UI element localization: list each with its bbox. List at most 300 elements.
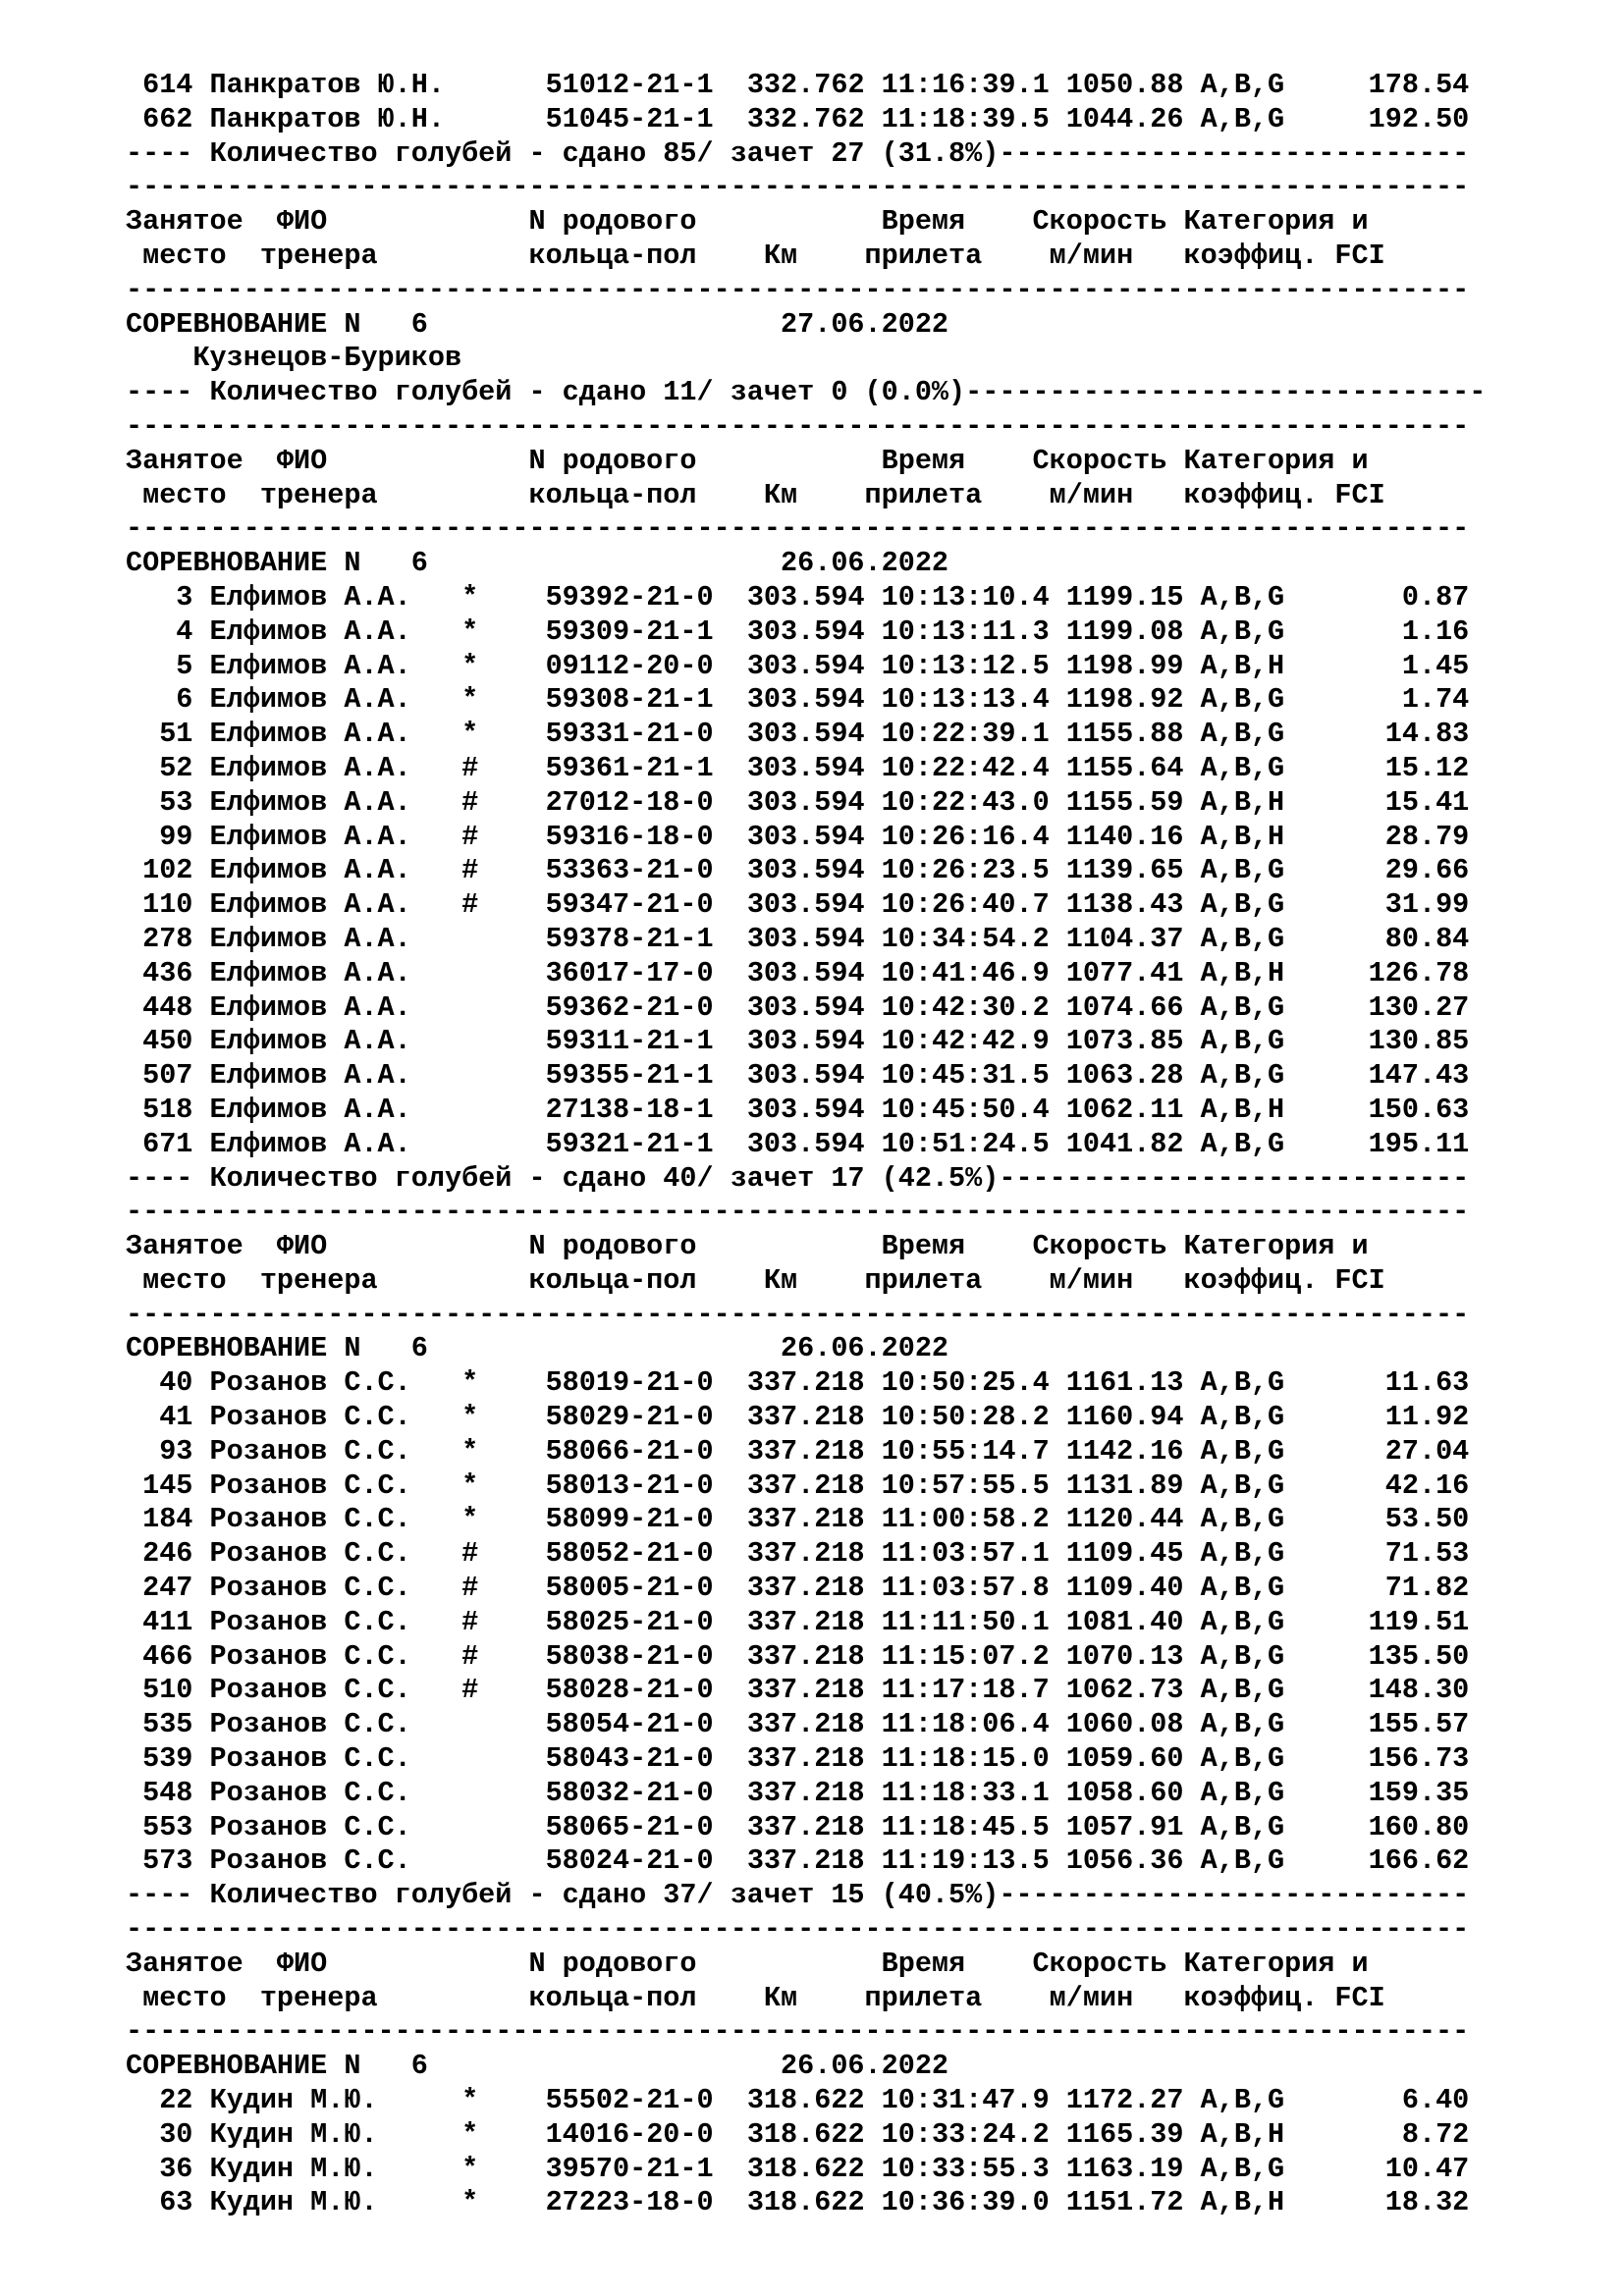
mark-cell xyxy=(461,1811,478,1843)
mark-cell: * xyxy=(461,580,479,614)
arrival-time-cell: 10:33:55.3 xyxy=(881,2152,1066,2185)
rule-line: -------------------------------------------------------------------------------- xyxy=(126,171,1470,204)
trainer-name-cell: Елфимов А.А. xyxy=(209,649,462,682)
ring-number-cell: 51012-21-1 xyxy=(478,69,747,101)
trainer-name-cell: Розанов С.С. xyxy=(209,1401,462,1434)
category-cell: A,B,G xyxy=(1200,102,1285,135)
result-row xyxy=(126,1537,1486,1572)
place-cell: 510 xyxy=(126,1674,210,1707)
ring-number-cell: 58028-21-0 xyxy=(478,1674,747,1707)
trainer-name-cell: Розанов С.С. xyxy=(209,1674,462,1707)
trainer-name-cell: Розанов С.С. xyxy=(209,1468,462,1502)
rule-line: -------------------------------------------------------------------------------- xyxy=(126,2015,1470,2049)
mark-cell: * xyxy=(461,2084,479,2117)
mark-cell xyxy=(461,991,478,1024)
result-row xyxy=(126,581,1486,615)
speed-cell: 1199.08 xyxy=(1065,614,1201,648)
arrival-time-cell: 11:03:57.8 xyxy=(881,1572,1066,1605)
speed-cell: 1139.65 xyxy=(1065,854,1201,887)
fci-coefficient-cell: 6.40 xyxy=(1284,2084,1470,2117)
result-row xyxy=(126,103,1486,137)
ring-number-cell: 59347-21-0 xyxy=(478,888,747,922)
category-cell: A,B,G xyxy=(1200,922,1285,955)
trainer-name-cell: Розанов С.С. xyxy=(209,1810,462,1843)
fci-coefficient-cell: 130.27 xyxy=(1284,990,1470,1024)
arrival-time-cell: 10:13:13.4 xyxy=(881,683,1066,717)
ring-number-cell: 58054-21-0 xyxy=(478,1708,747,1741)
speed-cell: 1104.37 xyxy=(1065,922,1201,955)
fci-coefficient-cell: 8.72 xyxy=(1284,2117,1470,2151)
arrival-time-cell: 10:42:42.9 xyxy=(881,1025,1066,1058)
ring-number-cell: 53363-21-0 xyxy=(478,854,747,887)
mark-cell xyxy=(461,1742,478,1775)
column-header-line-2: место тренера кольца-пол Км прилета м/мин коэффиц. FCI xyxy=(126,1263,1385,1297)
place-cell: 6 xyxy=(126,683,210,717)
distance-km-cell: 337.218 xyxy=(746,1742,882,1776)
ring-number-cell: 59316-18-0 xyxy=(478,820,747,853)
distance-km-cell: 318.622 xyxy=(746,2186,882,2219)
fci-coefficient-cell: 28.79 xyxy=(1284,820,1470,853)
fci-coefficient-cell: 11.63 xyxy=(1284,1366,1470,1400)
speed-cell: 1199.15 xyxy=(1065,580,1201,614)
ring-number-cell: 27138-18-1 xyxy=(478,1093,747,1126)
place-cell: 247 xyxy=(126,1572,210,1605)
mark-cell xyxy=(461,923,478,955)
arrival-time-cell: 10:22:42.4 xyxy=(881,751,1066,784)
trainer-name-cell: Розанов С.С. xyxy=(209,1366,462,1400)
trainer-name-cell: Елфимов А.А. xyxy=(209,614,462,648)
result-row xyxy=(126,1708,1486,1742)
ring-number-cell: 27012-18-0 xyxy=(478,785,747,819)
distance-km-cell: 303.594 xyxy=(746,922,882,955)
place-cell: 63 xyxy=(126,2186,210,2219)
arrival-time-cell: 11:00:58.2 xyxy=(881,1503,1066,1536)
competition-title: СОРЕВНОВАНИЕ N 6 27.06.2022 xyxy=(126,307,949,341)
trainer-name-cell: Елфимов А.А. xyxy=(209,580,462,614)
ring-number-cell: 58029-21-0 xyxy=(478,1401,747,1434)
trainer-name-cell: Розанов С.С. xyxy=(209,1844,462,1878)
trainer-name-cell: Елфимов А.А. xyxy=(209,956,462,989)
category-cell: A,B,G xyxy=(1200,1434,1285,1468)
ring-number-cell: 58005-21-0 xyxy=(478,1572,747,1605)
place-cell: 246 xyxy=(126,1537,210,1571)
place-cell: 40 xyxy=(126,1366,210,1400)
speed-cell: 1060.08 xyxy=(1065,1708,1201,1741)
distance-km-cell: 337.218 xyxy=(746,1776,882,1809)
category-cell: A,B,G xyxy=(1200,2084,1285,2117)
speed-cell: 1155.59 xyxy=(1065,785,1201,819)
fci-coefficient-cell: 80.84 xyxy=(1284,922,1470,955)
place-cell: 5 xyxy=(126,649,210,682)
ring-number-cell: 36017-17-0 xyxy=(478,956,747,989)
fci-coefficient-cell: 10.47 xyxy=(1284,2152,1470,2185)
arrival-time-cell: 11:15:07.2 xyxy=(881,1639,1066,1673)
distance-km-cell: 303.594 xyxy=(746,1093,882,1126)
ring-number-cell: 39570-21-1 xyxy=(478,2152,747,2185)
mark-cell: # xyxy=(461,751,479,784)
result-row xyxy=(126,683,1486,718)
category-cell: A,B,G xyxy=(1200,1025,1285,1058)
ring-number-cell: 59331-21-0 xyxy=(478,718,747,751)
category-cell: A,B,G xyxy=(1200,1366,1285,1400)
mark-cell: * xyxy=(461,1434,479,1468)
arrival-time-cell: 10:34:54.2 xyxy=(881,922,1066,955)
result-row xyxy=(126,615,1486,650)
category-cell: A,B,G xyxy=(1200,1572,1285,1605)
category-cell: A,B,H xyxy=(1200,820,1285,853)
distance-km-cell: 337.218 xyxy=(746,1605,882,1638)
ring-number-cell: 58065-21-0 xyxy=(478,1810,747,1843)
distance-km-cell: 303.594 xyxy=(746,649,882,682)
arrival-time-cell: 11:11:50.1 xyxy=(881,1605,1066,1638)
mark-cell xyxy=(461,1094,478,1126)
distance-km-cell: 303.594 xyxy=(746,785,882,819)
distance-km-cell: 337.218 xyxy=(746,1844,882,1878)
result-row xyxy=(126,1844,1486,1879)
place-cell: 102 xyxy=(126,854,210,887)
distance-km-cell: 303.594 xyxy=(746,990,882,1024)
distance-km-cell: 303.594 xyxy=(746,683,882,717)
trainer-name-cell: Елфимов А.А. xyxy=(209,888,462,922)
trainer-name-cell: Кудин М.Ю. xyxy=(209,2152,462,2185)
rule-line: -------------------------------------------------------------------------------- xyxy=(126,1913,1470,1947)
distance-km-cell: 303.594 xyxy=(746,1059,882,1093)
category-cell: A,B,G xyxy=(1200,1503,1285,1536)
trainer-name-cell: Розанов С.С. xyxy=(209,1572,462,1605)
distance-km-cell: 337.218 xyxy=(746,1503,882,1536)
mark-cell: # xyxy=(461,1674,479,1707)
column-header-line-1: Занятое ФИО N родового Время Скорость Категория и xyxy=(126,1947,1369,1980)
ring-number-cell: 58019-21-0 xyxy=(478,1366,747,1400)
mark-cell xyxy=(461,1025,478,1057)
fci-coefficient-cell: 135.50 xyxy=(1284,1639,1470,1673)
place-cell: 450 xyxy=(126,1025,210,1058)
place-cell: 671 xyxy=(126,1127,210,1160)
rule-line: -------------------------------------------------------------------------------- xyxy=(126,1196,1470,1229)
arrival-time-cell: 10:31:47.9 xyxy=(881,2084,1066,2117)
place-cell: 548 xyxy=(126,1776,210,1809)
trainer-name-cell: Елфимов А.А. xyxy=(209,854,462,887)
result-row xyxy=(126,752,1486,786)
fci-coefficient-cell: 71.82 xyxy=(1284,1572,1470,1605)
result-row xyxy=(126,1128,1486,1162)
category-cell: A,B,G xyxy=(1200,1810,1285,1843)
category-cell: A,B,H xyxy=(1200,2117,1285,2151)
mark-cell: * xyxy=(461,1503,479,1536)
mark-cell xyxy=(461,1777,478,1809)
result-row xyxy=(126,1811,1486,1845)
fci-coefficient-cell: 156.73 xyxy=(1284,1742,1470,1776)
result-row xyxy=(126,1435,1486,1469)
arrival-time-cell: 10:36:39.0 xyxy=(881,2186,1066,2219)
speed-cell: 1140.16 xyxy=(1065,820,1201,853)
arrival-time-cell: 10:41:46.9 xyxy=(881,956,1066,989)
ring-number-cell: 59378-21-1 xyxy=(478,922,747,955)
place-cell: 22 xyxy=(126,2084,210,2117)
category-cell: A,B,G xyxy=(1200,854,1285,887)
distance-km-cell: 303.594 xyxy=(746,888,882,922)
result-row xyxy=(126,1606,1486,1640)
arrival-time-cell: 10:57:55.5 xyxy=(881,1468,1066,1502)
speed-cell: 1163.19 xyxy=(1065,2152,1201,2185)
place-cell: 448 xyxy=(126,990,210,1024)
distance-km-cell: 337.218 xyxy=(746,1810,882,1843)
mark-cell: # xyxy=(461,1639,479,1673)
arrival-time-cell: 10:50:25.4 xyxy=(881,1366,1066,1400)
result-row xyxy=(126,1094,1486,1128)
place-cell: 535 xyxy=(126,1708,210,1741)
speed-cell: 1062.73 xyxy=(1065,1674,1201,1707)
distance-km-cell: 337.218 xyxy=(746,1674,882,1707)
category-cell: A,B,H xyxy=(1200,785,1285,819)
result-row xyxy=(126,888,1486,923)
arrival-time-cell: 10:51:24.5 xyxy=(881,1127,1066,1160)
distance-km-cell: 332.762 xyxy=(746,69,882,101)
result-row xyxy=(126,821,1486,855)
place-cell: 110 xyxy=(126,888,210,922)
ring-number-cell: 58043-21-0 xyxy=(478,1742,747,1776)
place-cell: 3 xyxy=(126,580,210,614)
mark-cell: # xyxy=(461,785,479,819)
category-cell: A,B,G xyxy=(1200,1776,1285,1809)
category-cell: A,B,G xyxy=(1200,683,1285,717)
trainer-name-cell: Елфимов А.А. xyxy=(209,1025,462,1058)
ring-number-cell: 59362-21-0 xyxy=(478,990,747,1024)
fci-coefficient-cell: 11.92 xyxy=(1284,1401,1470,1434)
place-cell: 53 xyxy=(126,785,210,819)
trainer-name-cell: Елфимов А.А. xyxy=(209,1059,462,1093)
arrival-time-cell: 10:45:31.5 xyxy=(881,1059,1066,1093)
trainer-name-cell: Елфимов А.А. xyxy=(209,820,462,853)
ring-number-cell: 14016-20-0 xyxy=(478,2117,747,2151)
speed-cell: 1059.60 xyxy=(1065,1742,1201,1776)
arrival-time-cell: 11:18:39.5 xyxy=(881,102,1066,135)
ring-number-cell: 58025-21-0 xyxy=(478,1605,747,1638)
arrival-time-cell: 10:26:23.5 xyxy=(881,854,1066,887)
arrival-time-cell: 10:45:50.4 xyxy=(881,1093,1066,1126)
speed-cell: 1070.13 xyxy=(1065,1639,1201,1673)
column-header-line-2: место тренера кольца-пол Км прилета м/мин коэффиц. FCI xyxy=(126,239,1385,272)
category-cell: A,B,H xyxy=(1200,2186,1285,2219)
category-cell: A,B,G xyxy=(1200,1059,1285,1093)
mark-cell: * xyxy=(461,2152,479,2185)
fci-coefficient-cell: 53.50 xyxy=(1284,1503,1470,1536)
fci-coefficient-cell: 150.63 xyxy=(1284,1093,1470,1126)
arrival-time-cell: 10:13:10.4 xyxy=(881,580,1066,614)
place-cell: 145 xyxy=(126,1468,210,1502)
trainer-name-cell: Елфимов А.А. xyxy=(209,785,462,819)
fci-coefficient-cell: 27.04 xyxy=(1284,1434,1470,1468)
place-cell: 99 xyxy=(126,820,210,853)
result-row xyxy=(126,923,1486,957)
arrival-time-cell: 10:22:39.1 xyxy=(881,718,1066,751)
category-cell: A,B,G xyxy=(1200,888,1285,922)
trainer-name-cell: Елфимов А.А. xyxy=(209,1093,462,1126)
result-row xyxy=(126,1469,1486,1504)
distance-km-cell: 303.594 xyxy=(746,751,882,784)
place-cell: 411 xyxy=(126,1605,210,1638)
ring-number-cell: 09112-20-0 xyxy=(478,649,747,682)
mark-cell: # xyxy=(461,854,479,887)
distance-km-cell: 337.218 xyxy=(746,1572,882,1605)
result-row xyxy=(126,69,1486,103)
result-row xyxy=(126,786,1486,821)
column-header-line-1: Занятое ФИО N родового Время Скорость Категория и xyxy=(126,205,1369,239)
speed-cell: 1058.60 xyxy=(1065,1776,1201,1809)
place-cell: 52 xyxy=(126,751,210,784)
fci-coefficient-cell: 195.11 xyxy=(1284,1127,1470,1160)
ring-number-cell: 59361-21-1 xyxy=(478,751,747,784)
speed-cell: 1109.45 xyxy=(1065,1537,1201,1571)
place-cell: 436 xyxy=(126,956,210,989)
trainer-name-cell: Розанов С.С. xyxy=(209,1639,462,1673)
distance-km-cell: 332.762 xyxy=(746,102,882,135)
distance-km-cell: 337.218 xyxy=(746,1537,882,1571)
fci-coefficient-cell: 1.45 xyxy=(1284,649,1470,682)
arrival-time-cell: 10:13:11.3 xyxy=(881,614,1066,648)
ring-number-cell: 59392-21-0 xyxy=(478,580,747,614)
section-summary: ---- Количество голубей - сдано 40/ зачет 17 (42.5%)---------------------------- xyxy=(126,1161,1470,1195)
mark-cell xyxy=(461,1059,478,1092)
fci-coefficient-cell: 130.85 xyxy=(1284,1025,1470,1058)
speed-cell: 1160.94 xyxy=(1065,1401,1201,1434)
arrival-time-cell: 11:17:18.7 xyxy=(881,1674,1066,1707)
speed-cell: 1056.36 xyxy=(1065,1844,1201,1878)
distance-km-cell: 303.594 xyxy=(746,580,882,614)
speed-cell: 1155.64 xyxy=(1065,751,1201,784)
trainer-name-cell: Елфимов А.А. xyxy=(209,683,462,717)
ring-number-cell: 59311-21-1 xyxy=(478,1025,747,1058)
ring-number-cell: 59355-21-1 xyxy=(478,1059,747,1093)
result-row xyxy=(126,650,1486,684)
category-cell: A,B,G xyxy=(1200,580,1285,614)
section-summary: ---- Количество голубей - сдано 85/ зачет 27 (31.8%)---------------------------- xyxy=(126,136,1470,170)
category-cell: A,B,G xyxy=(1200,2152,1285,2185)
result-row xyxy=(126,1674,1486,1708)
arrival-time-cell: 11:18:45.5 xyxy=(881,1810,1066,1843)
speed-cell: 1155.88 xyxy=(1065,718,1201,751)
trainer-name-cell: Елфимов А.А. xyxy=(209,1127,462,1160)
trainer-name-cell: Елфимов А.А. xyxy=(209,922,462,955)
mark-cell: # xyxy=(461,888,479,922)
arrival-time-cell: 10:26:40.7 xyxy=(881,888,1066,922)
category-cell: A,B,G xyxy=(1200,1127,1285,1160)
category-cell: A,B,G xyxy=(1200,1537,1285,1571)
result-row xyxy=(126,1059,1486,1094)
column-header-line-1: Занятое ФИО N родового Время Скорость Категория и xyxy=(126,444,1369,477)
speed-cell: 1109.40 xyxy=(1065,1572,1201,1605)
mark-cell: * xyxy=(461,614,479,648)
mark-cell: * xyxy=(461,718,479,751)
place-cell: 4 xyxy=(126,614,210,648)
ring-number-cell: 58013-21-0 xyxy=(478,1468,747,1502)
result-row xyxy=(126,1503,1486,1537)
arrival-time-cell: 11:03:57.1 xyxy=(881,1537,1066,1571)
ring-number-cell: 59308-21-1 xyxy=(478,683,747,717)
speed-cell: 1081.40 xyxy=(1065,1605,1201,1638)
mark-cell xyxy=(461,1128,478,1160)
mark-cell: # xyxy=(461,1572,479,1605)
trainer-name-cell: Розанов С.С. xyxy=(209,1605,462,1638)
result-row xyxy=(126,1025,1486,1059)
result-row xyxy=(126,991,1486,1026)
fci-coefficient-cell: 18.32 xyxy=(1284,2186,1470,2219)
ring-number-cell: 58032-21-0 xyxy=(478,1776,747,1809)
place-cell: 30 xyxy=(126,2117,210,2151)
ring-number-cell: 58052-21-0 xyxy=(478,1537,747,1571)
place-cell: 614 xyxy=(126,69,210,101)
speed-cell: 1151.72 xyxy=(1065,2186,1201,2219)
mark-cell: # xyxy=(461,1605,479,1638)
arrival-time-cell: 10:13:12.5 xyxy=(881,649,1066,682)
speed-cell: 1077.41 xyxy=(1065,956,1201,989)
speed-cell: 1165.39 xyxy=(1065,2117,1201,2151)
arrival-time-cell: 10:22:43.0 xyxy=(881,785,1066,819)
loft-name: Кузнецов-Буриков xyxy=(126,342,462,375)
place-cell: 41 xyxy=(126,1401,210,1434)
place-cell: 539 xyxy=(126,1742,210,1776)
result-row xyxy=(126,854,1486,888)
rule-line: -------------------------------------------------------------------------------- xyxy=(126,273,1470,306)
mark-cell: # xyxy=(461,1537,479,1571)
ring-number-cell: 59321-21-1 xyxy=(478,1127,747,1160)
mark-cell: * xyxy=(461,2186,479,2219)
category-cell: A,B,G xyxy=(1200,751,1285,784)
speed-cell: 1172.27 xyxy=(1065,2084,1201,2117)
ring-number-cell: 59309-21-1 xyxy=(478,614,747,648)
mark-cell xyxy=(461,69,478,101)
fci-coefficient-cell: 42.16 xyxy=(1284,1468,1470,1502)
trainer-name-cell: Розанов С.С. xyxy=(209,1742,462,1776)
trainer-name-cell: Розанов С.С. xyxy=(209,1503,462,1536)
fci-coefficient-cell: 148.30 xyxy=(1284,1674,1470,1707)
category-cell: A,B,G xyxy=(1200,1401,1285,1434)
place-cell: 507 xyxy=(126,1059,210,1093)
category-cell: A,B,G xyxy=(1200,1742,1285,1776)
speed-cell: 1044.26 xyxy=(1065,102,1201,135)
ring-number-cell: 58099-21-0 xyxy=(478,1503,747,1536)
distance-km-cell: 337.218 xyxy=(746,1434,882,1468)
mark-cell: * xyxy=(461,1401,479,1434)
column-header-line-2: место тренера кольца-пол Км прилета м/мин коэффиц. FCI xyxy=(126,478,1385,511)
fci-coefficient-cell: 29.66 xyxy=(1284,854,1470,887)
trainer-name-cell: Розанов С.С. xyxy=(209,1708,462,1741)
fci-coefficient-cell: 160.80 xyxy=(1284,1810,1470,1843)
fci-coefficient-cell: 166.62 xyxy=(1284,1844,1470,1878)
place-cell: 36 xyxy=(126,2152,210,2185)
rule-line: -------------------------------------------------------------------------------- xyxy=(126,409,1470,443)
trainer-name-cell: Кудин М.Ю. xyxy=(209,2084,462,2117)
arrival-time-cell: 11:16:39.1 xyxy=(881,69,1066,101)
category-cell: A,B,H xyxy=(1200,1093,1285,1126)
section-summary: ---- Количество голубей - сдано 11/ зачет 0 (0.0%)------------------------------- xyxy=(126,376,1487,409)
competition-title: СОРЕВНОВАНИЕ N 6 26.06.2022 xyxy=(126,1332,949,1365)
distance-km-cell: 337.218 xyxy=(746,1468,882,1502)
trainer-name-cell: Елфимов А.А. xyxy=(209,990,462,1024)
category-cell: A,B,G xyxy=(1200,1468,1285,1502)
speed-cell: 1142.16 xyxy=(1065,1434,1201,1468)
competition-title: СОРЕВНОВАНИЕ N 6 26.06.2022 xyxy=(126,2050,949,2083)
result-row xyxy=(126,1401,1486,1435)
fci-coefficient-cell: 159.35 xyxy=(1284,1776,1470,1809)
category-cell: A,B,G xyxy=(1200,990,1285,1024)
place-cell: 466 xyxy=(126,1639,210,1673)
fci-coefficient-cell: 155.57 xyxy=(1284,1708,1470,1741)
speed-cell: 1062.11 xyxy=(1065,1093,1201,1126)
category-cell: A,B,G xyxy=(1200,1844,1285,1878)
category-cell: A,B,G xyxy=(1200,1605,1285,1638)
ring-number-cell: 58066-21-0 xyxy=(478,1434,747,1468)
